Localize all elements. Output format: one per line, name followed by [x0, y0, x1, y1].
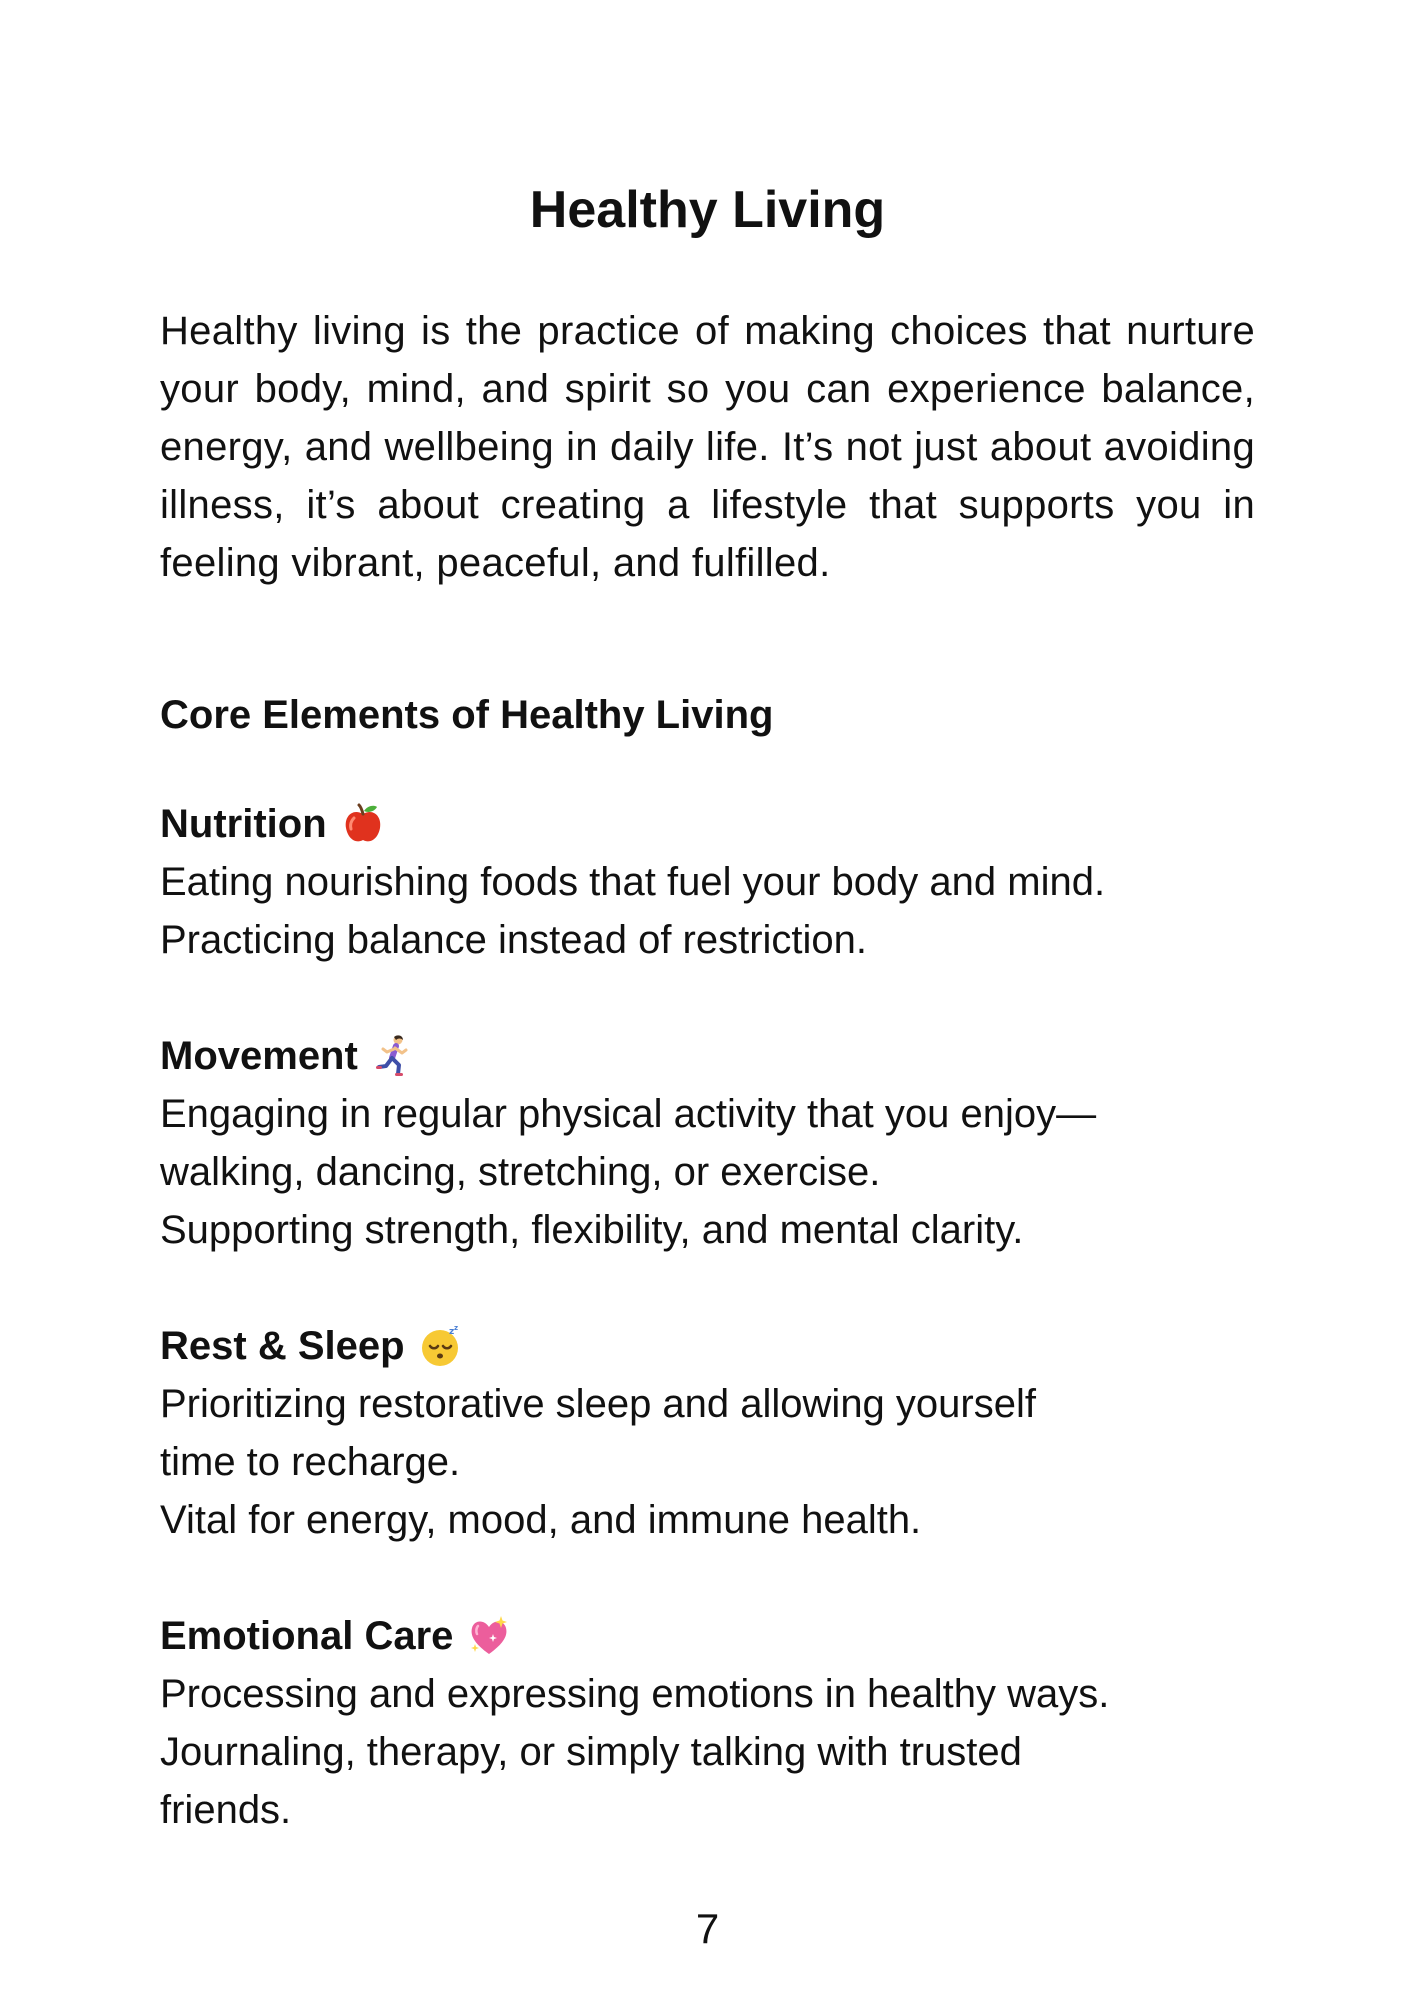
item-title-row — [160, 1317, 1290, 1375]
sparkling-heart-icon — [467, 1614, 511, 1658]
sleeping-face-icon — [419, 1324, 463, 1368]
item-title: Movement — [160, 1034, 358, 1078]
list-item-emotional-care — [160, 1607, 1290, 1839]
item-description-line: Engaging in regular physical activity that you enjoy— — [160, 1092, 1097, 1136]
item-description-line: Practicing balance instead of restriction. — [160, 918, 868, 962]
list-item-nutrition — [160, 795, 1290, 969]
svg-text:z: z — [448, 1327, 454, 1337]
item-title-row — [160, 795, 1290, 853]
item-title: Rest & Sleep — [160, 1324, 405, 1368]
item-title-row — [160, 1027, 1290, 1085]
intro-paragraph: Healthy living is the practice of making choices that nurture your body, mind, and spirit so you can experience balance, energy, and wellbeing in daily life. It’s not just about avoiding illness, it’s about creating a lifestyle that supports you in feeling vibrant, peaceful, and fulfilled. — [160, 309, 1255, 585]
apple-icon — [341, 802, 385, 846]
item-title: Nutrition — [160, 802, 327, 846]
item-description-line: friends. — [160, 1788, 292, 1832]
item-title: Emotional Care — [160, 1614, 454, 1658]
list-item-movement — [160, 1027, 1290, 1259]
item-description-line: Processing and expressing emotions in healthy ways. — [160, 1672, 1110, 1716]
svg-text:z: z — [453, 1324, 458, 1332]
item-description-line: Prioritizing restorative sleep and allowing yourself — [160, 1382, 1036, 1426]
item-description-line: Vital for energy, mood, and immune health. — [160, 1498, 922, 1542]
item-description-line: Journaling, therapy, or simply talking with trusted — [160, 1730, 1022, 1774]
document-page — [160, 0, 1255, 2000]
page-title: Healthy Living — [529, 181, 886, 239]
section-heading: Core Elements of Healthy Living — [160, 693, 774, 737]
page-number: 7 — [695, 1905, 720, 1952]
item-description-line: time to recharge. — [160, 1440, 461, 1484]
elements-list — [160, 795, 1290, 1897]
item-description-line: Supporting strength, flexibility, and mental clarity. — [160, 1208, 1024, 1252]
item-description-line: Eating nourishing foods that fuel your body and mind. — [160, 860, 1106, 904]
item-title-row — [160, 1607, 1290, 1665]
running-woman-icon — [372, 1034, 416, 1078]
item-description-line: walking, dancing, stretching, or exercise. — [160, 1150, 881, 1194]
list-item-rest-sleep — [160, 1317, 1290, 1549]
